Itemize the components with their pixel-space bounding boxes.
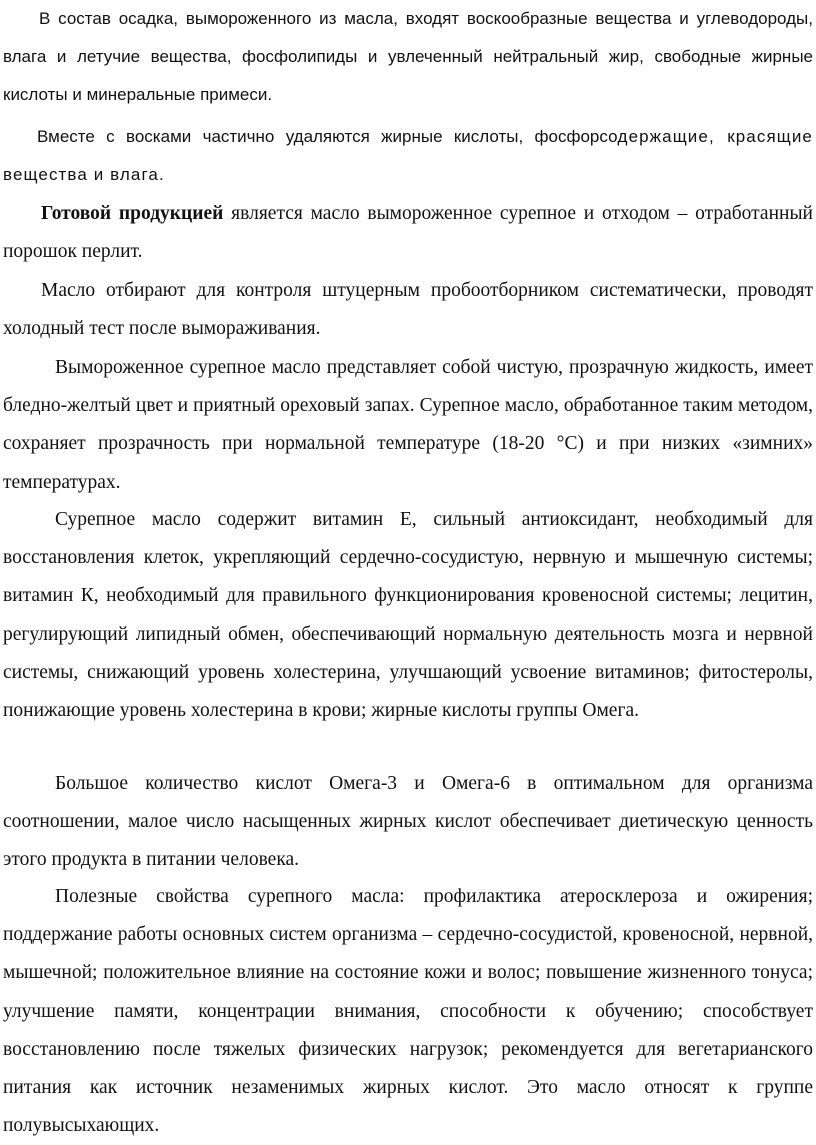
paragraph-benefits: Полезные свойства сурепного масла: профилактика атеросклероза и ожирения; поддержание работы основных систем организма – сердечно-сосудистой, кровеносной, нервной, мышечной; положительное влияние на состояние кожи и волос; повышение жизненного тонуса; улучшение памяти, концентрации внимания, способности к обучению; способствует восстановлению после тяжелых физических нагрузок; рекомендуется для вегетарианского питания как источник незаменимых жирных кислот. Это масло относят к группе полувысыхающих. bbox=[3, 886, 813, 1137]
paragraph-omega: Большое количество кислот Омега-3 и Омега-6 в оптимальном для организма соотношении, малое число насыщенных жирных кислот обеспечивает диетическую ценность этого продукта в питании человека. bbox=[3, 773, 813, 871]
paragraph-finished-product bbox=[3, 195, 813, 271]
finished-product-term: Готовой продукцией bbox=[41, 203, 224, 224]
paragraph-sediment-composition: В состав осадка, вымороженного из масла, входят воскообразные вещества и углеводороды, влага и летучие вещества, фосфолипиды и увлеченный нейтральный жир, свободные жирные кислоты и минеральные примеси. bbox=[3, 9, 813, 105]
paragraph-sampling: Масло отбирают для контроля штуцерным пробоотборником систематически, проводят холодный тест после вымораживания. bbox=[3, 280, 813, 340]
paragraph-waxes-removal bbox=[3, 118, 813, 194]
finished-product-text: является масло вымороженное сурепное и отходом – отработанный порошок перлит. bbox=[3, 203, 813, 263]
paragraph-waxes-removal-start: Вместе с восками частично удаляются жирные кислоты, фосфорсо bbox=[37, 127, 618, 146]
paragraph-waxes-removal-spaced: держащие, красящие вещества и влага. bbox=[3, 127, 813, 185]
paragraph-oil-description: Вымороженное сурепное масло представляет собой чистую, прозрачную жидкость, имеет бледно-желтый цвет и приятный ореховый запах. Сурепное масло, обработанное таким методом, сохраняет прозрачность при нормальной температуре (18-20 °С) и при низких «зимних» температурах. bbox=[3, 357, 813, 493]
paragraph-vitamins: Сурепное масло содержит витамин Е, сильный антиоксидант, необходимый для восстановления клеток, укрепляющий сердечно-сосудистую, нервную и мышечную системы; витамин К, необходимый для правильного функционирования кровеносной системы; лецитин, регулирующий липидный обмен, обеспечивающий нормальную деятельность мозга и нервной системы, снижающий уровень холестерина, улучшающий усвоение витаминов; фитостеролы, понижающие уровень холестерина в крови; жирные кислоты группы Омега. bbox=[3, 509, 813, 722]
